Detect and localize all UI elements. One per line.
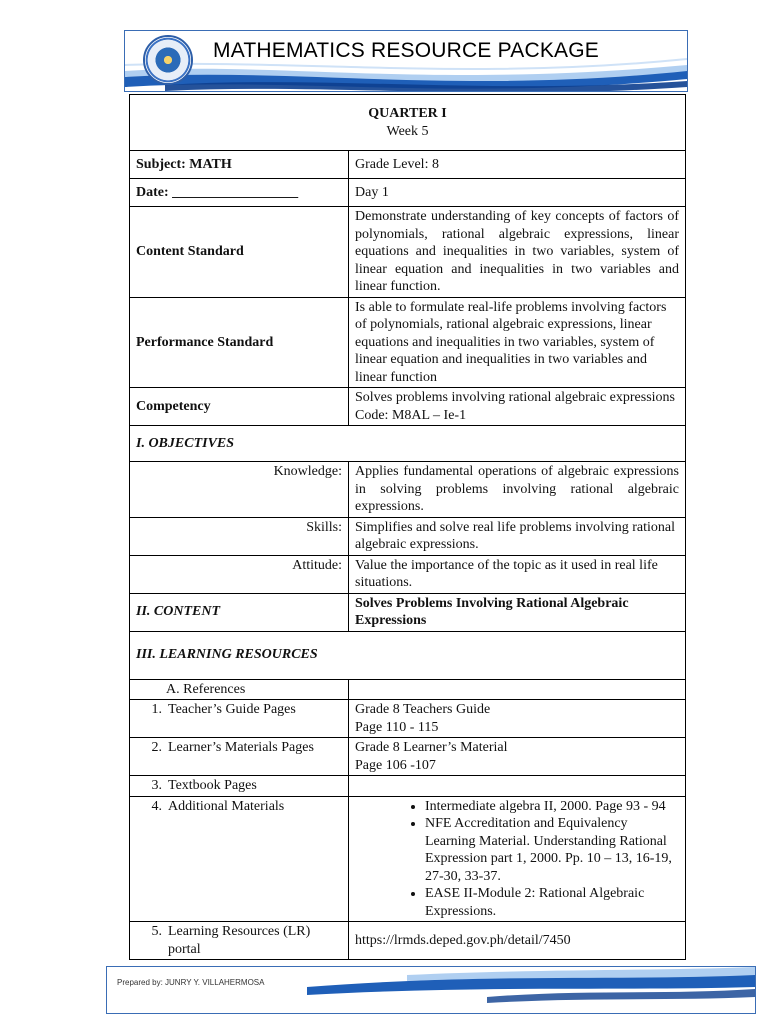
date-label: Date: __________________: [130, 179, 349, 207]
knowledge-value: Applies fundamental operations of algebraic expressions in solving problems involving rational algebraic expressions.: [349, 462, 686, 518]
references-value: [349, 679, 686, 700]
footer-banner: [106, 966, 756, 1014]
learners-materials-value: [349, 738, 686, 776]
skills-label: Skills:: [130, 517, 349, 555]
skills-value: Simplifies and solve real life problems involving rational algebraic expressions.: [349, 517, 686, 555]
learning-resources-heading: III. LEARNING RESOURCES: [130, 631, 686, 679]
additional-materials-value: [349, 796, 686, 922]
learners-materials-pages: Page 106 -107: [355, 757, 436, 773]
list-item: • NFE Accreditation and Equivalency Learning Material. Understanding Rational Expression part 1, 2000. Pp. 10 – 13, 16-19, 27-30, 33-37.: [425, 815, 679, 885]
lr-portal-label: Learning Resources (LR) portal: [168, 924, 311, 957]
performance-standard-label: Performance Standard: [130, 297, 349, 388]
teachers-guide-label-cell: [130, 700, 349, 738]
content-standard-value: Demonstrate understanding of key concepts of factors of polynomials, rational algebraic expressions, linear equations and inequalities in two variables, system of linear equation and inequalities in two variables and linear function.: [349, 207, 686, 298]
teachers-guide-pages: Page 110 - 115: [355, 719, 439, 735]
list-number: 3.: [151, 778, 162, 793]
teachers-guide-title: Grade 8 Teachers Guide: [355, 702, 491, 717]
footer-swoosh-graphic: [107, 967, 755, 1013]
learners-materials-title: Grade 8 Learner’s Material: [355, 740, 508, 755]
grade-level-value: Grade Level: 8: [349, 151, 686, 179]
header-banner: [124, 30, 688, 92]
lesson-plan-table: [129, 94, 686, 960]
list-number: 4.: [151, 798, 162, 814]
additional-materials-label-cell: [130, 796, 349, 922]
performance-standard-value: Is able to formulate real-life problems involving factors of polynomials, rational algebraic expressions, linear equations and inequalities in two variables, system of linear equation and inequalities in two variables and linear function: [349, 297, 686, 388]
additional-materials-list: [355, 798, 679, 921]
textbook-pages-value: [349, 776, 686, 797]
objectives-heading: I. OBJECTIVES: [130, 426, 686, 462]
prepared-by: Prepared by: JUNRY Y. VILLAHERMOSA: [117, 978, 265, 987]
attitude-label: Attitude:: [130, 555, 349, 593]
list-number: 2.: [151, 740, 162, 755]
day-value: Day 1: [349, 179, 686, 207]
list-item: • Intermediate algebra II, 2000. Page 93 - 94: [425, 798, 679, 816]
textbook-pages-label: Textbook Pages: [168, 778, 257, 793]
lr-portal-link[interactable]: https://lrmds.deped.gov.ph/detail/7450: [349, 922, 686, 960]
knowledge-label: Knowledge:: [130, 462, 349, 518]
competency-text: Solves problems involving rational algebraic expressions: [355, 390, 675, 405]
teachers-guide-value: [349, 700, 686, 738]
competency-code: Code: M8AL – Ie-1: [355, 407, 467, 423]
list-number: 1.: [151, 702, 162, 717]
week-label: Week 5: [386, 123, 429, 139]
additional-materials-label: Additional Materials: [168, 798, 285, 814]
subject-label: Subject: MATH: [130, 151, 349, 179]
textbook-pages-label-cell: [130, 776, 349, 797]
quarter-title: QUARTER I: [368, 106, 447, 121]
competency-label: Competency: [130, 388, 349, 426]
teachers-guide-label: Teacher’s Guide Pages: [168, 702, 296, 717]
content-heading: II. CONTENT: [130, 593, 349, 631]
content-value: Solves Problems Involving Rational Algebraic Expressions: [349, 593, 686, 631]
quarter-cell: [130, 95, 686, 151]
list-item: • EASE II-Module 2: Rational Algebraic Expressions.: [425, 885, 679, 920]
content-standard-label: Content Standard: [130, 207, 349, 298]
references-label: A. References: [130, 679, 349, 700]
competency-value: [349, 388, 686, 426]
learners-materials-label-cell: [130, 738, 349, 776]
attitude-value: Value the importance of the topic as it used in real life situations.: [349, 555, 686, 593]
lr-portal-label-cell: [130, 922, 349, 960]
learners-materials-label: Learner’s Materials Pages: [168, 740, 314, 755]
document-title: MATHEMATICS RESOURCE PACKAGE: [213, 39, 599, 62]
list-number: 5.: [151, 924, 162, 939]
